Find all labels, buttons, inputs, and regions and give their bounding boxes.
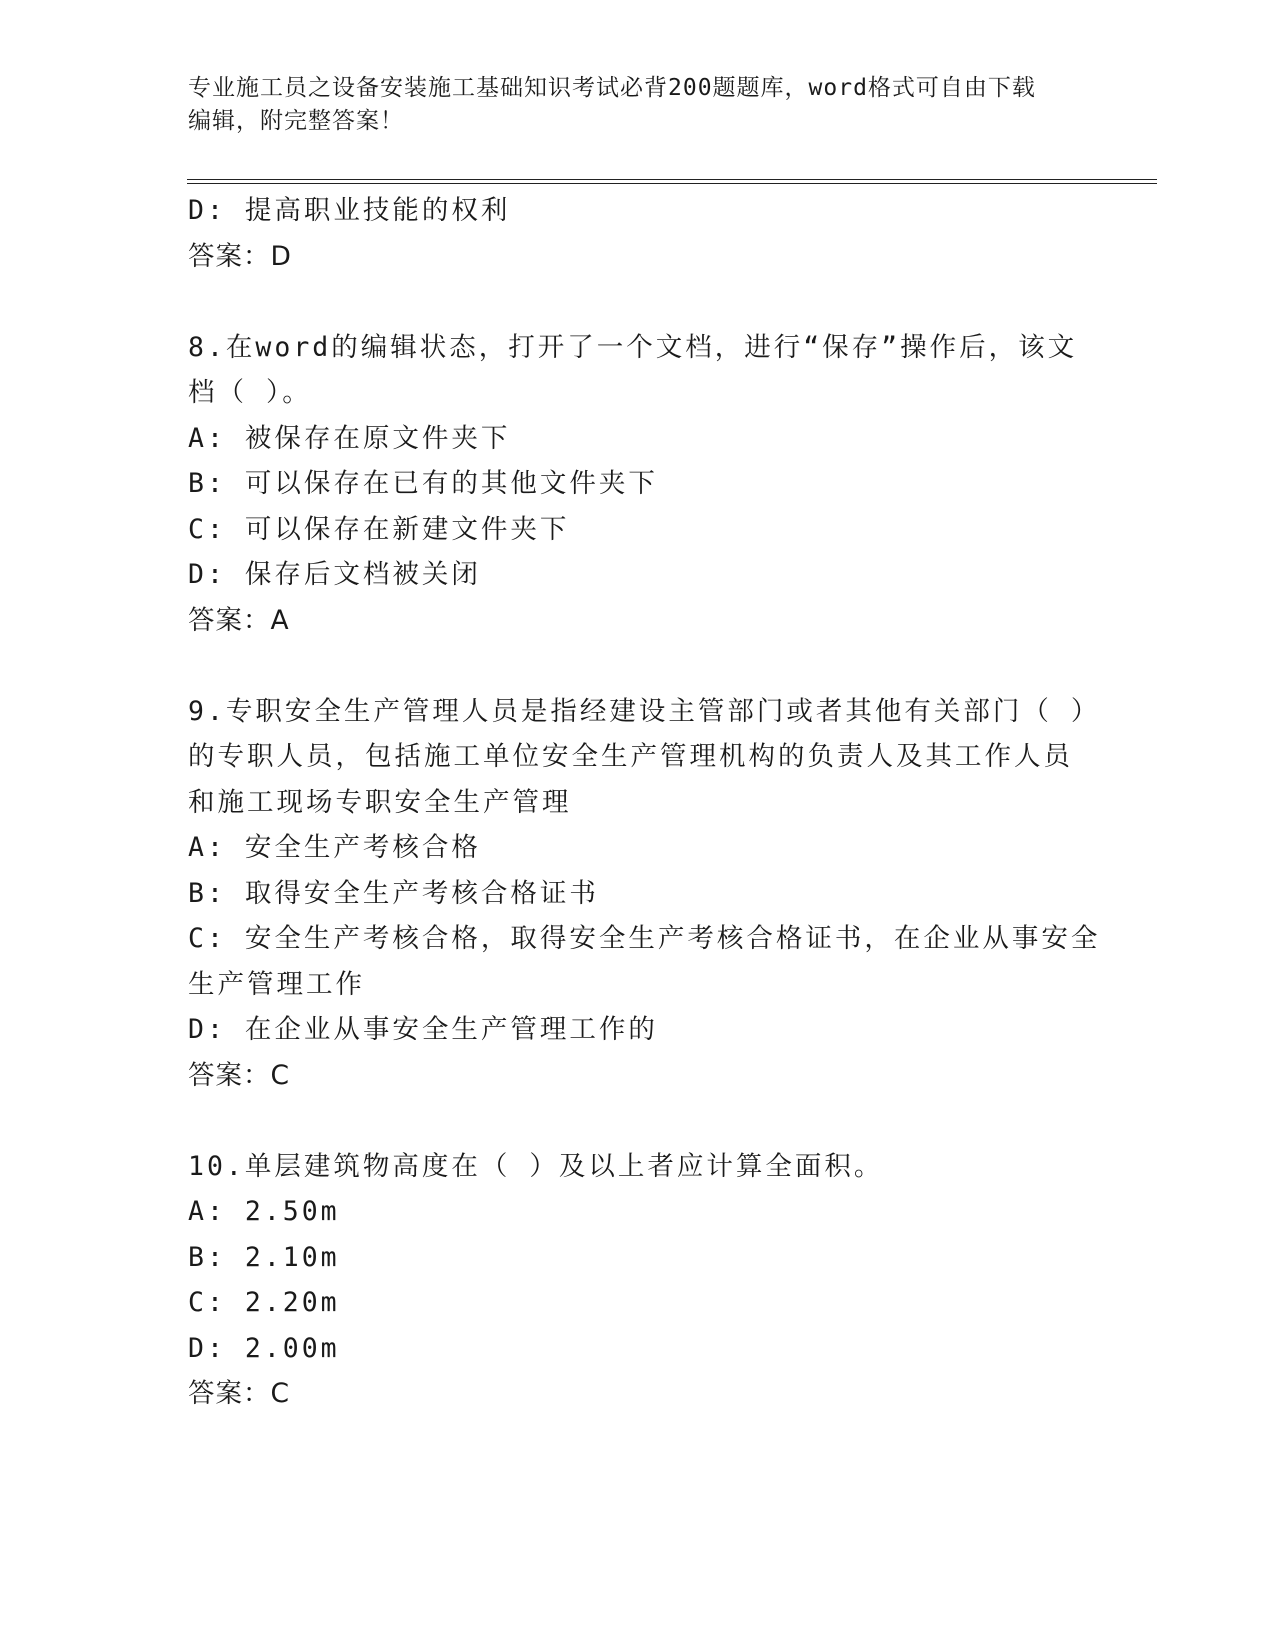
page-header bbox=[188, 72, 1088, 138]
spacer bbox=[188, 279, 1088, 325]
q8-stem-line-1: 8.在word的编辑状态，打开了一个文档，进行“保存”操作后，该文 bbox=[188, 331, 1078, 363]
q10-stem-line-1: 10.单层建筑物高度在（ ）及以上者应计算全面积。 bbox=[188, 1150, 884, 1182]
header-title-line-2: 编辑，附完整答案！ bbox=[188, 108, 404, 134]
q10-answer: 答案：C bbox=[188, 1378, 291, 1409]
q9-answer: 答案：C bbox=[188, 1059, 291, 1091]
question-7-tail bbox=[188, 188, 1088, 279]
q8-stem-line-2: 档（ ）。 bbox=[188, 377, 312, 408]
q7-answer: 答案：D bbox=[188, 240, 292, 272]
spacer bbox=[188, 1098, 1088, 1144]
question-8 bbox=[188, 325, 1088, 644]
q8-option-a: A: 被保存在原文件夹下 bbox=[188, 422, 511, 454]
q10-option-a: A: 2.50m bbox=[188, 1196, 340, 1227]
q10-option-c: C: 2.20m bbox=[188, 1287, 340, 1318]
q8-answer: 答案：A bbox=[188, 604, 290, 636]
q8-option-c: C: 可以保存在新建文件夹下 bbox=[188, 513, 570, 545]
header-title-line-1: 专业施工员之设备安装施工基础知识考试必背200题题库，word格式可自由下载 bbox=[188, 75, 1036, 101]
q8-option-d: D: 保存后文档被关闭 bbox=[188, 559, 481, 590]
spacer bbox=[188, 643, 1088, 689]
question-10 bbox=[188, 1144, 1088, 1417]
q9-option-c-line-1: C: 安全生产考核合格，取得安全生产考核合格证书，在企业从事安全 bbox=[188, 923, 1101, 954]
q9-stem-line-1: 9.专职安全生产管理人员是指经建设主管部门或者其他有关部门（ ） bbox=[188, 695, 1101, 727]
q9-stem-line-3: 和施工现场专职安全生产管理 bbox=[188, 786, 572, 818]
document-body bbox=[188, 188, 1101, 1417]
q8-option-b: B: 可以保存在已有的其他文件夹下 bbox=[188, 468, 658, 499]
q10-option-b: B: 2.10m bbox=[188, 1241, 340, 1273]
q10-option-d: D: 2.00m bbox=[188, 1332, 340, 1364]
q9-option-b: B: 取得安全生产考核合格证书 bbox=[188, 877, 599, 909]
q9-option-c-line-2: 生产管理工作 bbox=[188, 968, 365, 1000]
q9-stem-line-2: 的专职人员，包括施工单位安全生产管理机构的负责人及其工作人员 bbox=[188, 741, 1073, 772]
q9-option-a: A: 安全生产考核合格 bbox=[188, 832, 481, 863]
q9-option-d: D: 在企业从事安全生产管理工作的 bbox=[188, 1014, 658, 1045]
header-divider bbox=[187, 179, 1157, 184]
question-9 bbox=[188, 689, 1101, 1099]
q7-option-d: D: 提高职业技能的权利 bbox=[188, 195, 511, 226]
